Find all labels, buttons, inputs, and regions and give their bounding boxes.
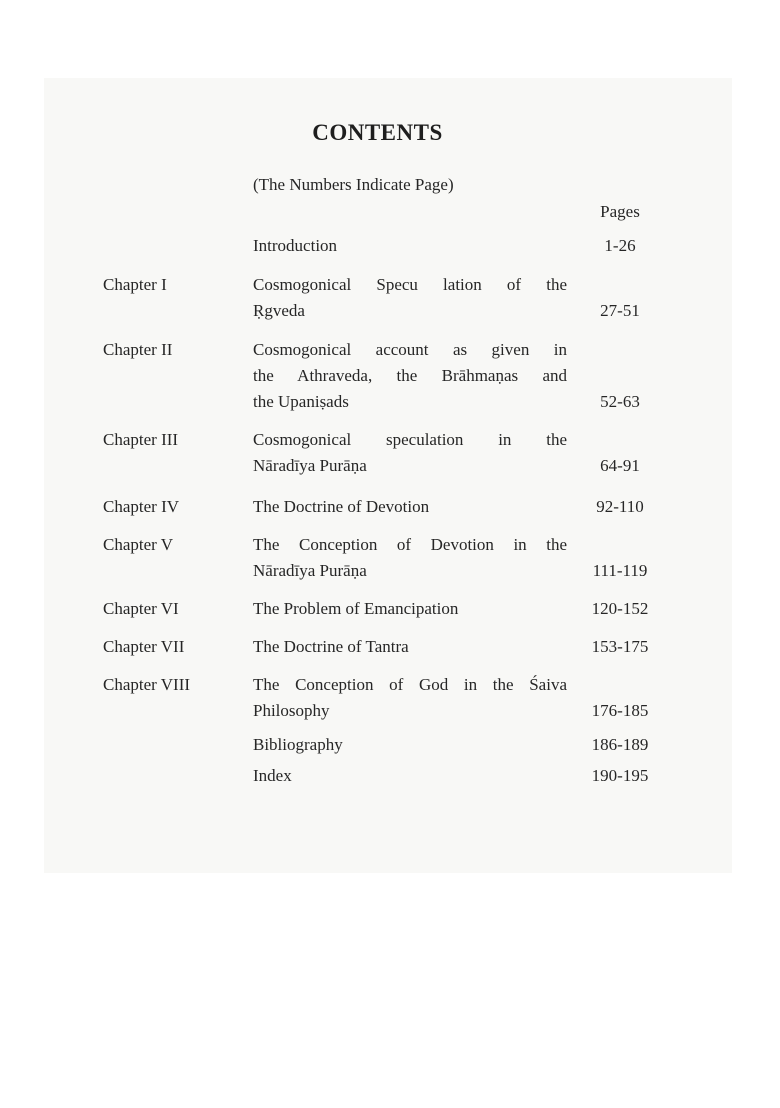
subtitle: (The Numbers Indicate Page) (253, 175, 454, 194)
chapter-label: Chapter VI (103, 599, 179, 618)
page-range: 153-175 (591, 637, 649, 656)
chapter-label: Chapter IV (103, 497, 180, 516)
entry-title (253, 337, 567, 415)
page-range: 1-26 (604, 236, 636, 255)
page-range: 120-152 (591, 599, 649, 618)
page-range: 27-51 (600, 301, 640, 320)
page-range: 176-185 (591, 701, 649, 720)
entry-title-line: the Athraveda, the Brāhmaṇas and (253, 366, 567, 385)
chapter-label: Chapter II (103, 340, 173, 359)
entry-title-line: Cosmogonical Specu lation of the (253, 275, 567, 294)
entry-title-line: The Doctrine of Devotion (253, 497, 430, 516)
chapter-label: Chapter VIII (103, 675, 191, 694)
entry-title (253, 233, 567, 259)
page-range: 92-110 (596, 497, 644, 516)
entry-title (253, 763, 567, 789)
entry-title (253, 672, 567, 724)
page-range: 111-119 (592, 561, 648, 580)
page-range: 186-189 (591, 735, 649, 754)
entry-title (253, 596, 567, 622)
entry-title-line: The Conception of God in the Śaiva (253, 675, 567, 694)
entry-title-line: Introduction (253, 236, 338, 255)
page-range: 64-91 (600, 456, 640, 475)
entry-title-line: Ṛgveda (253, 301, 305, 320)
chapter-label: Chapter V (103, 535, 174, 554)
entry-title (253, 732, 567, 758)
chapter-label: Chapter III (103, 430, 179, 449)
entry-title (253, 272, 567, 324)
entry-title (253, 494, 567, 520)
entry-title (253, 532, 567, 584)
entry-title-line: Cosmogonical speculation in the (253, 430, 567, 449)
page-title: CONTENTS (312, 120, 443, 145)
entry-title-line: The Doctrine of Tantra (253, 637, 409, 656)
entry-title-line: Philosophy (253, 701, 330, 720)
chapter-label: Chapter I (103, 275, 167, 294)
entry-title-line: Nāradīya Purāṇa (253, 561, 367, 580)
entry-title-line: The Conception of Devotion in the (253, 535, 567, 554)
entry-title-line: Index (253, 766, 292, 785)
entry-title-line: The Problem of Emancipation (253, 599, 459, 618)
entry-title-line: Nāradīya Purāṇa (253, 456, 367, 475)
entry-title (253, 634, 567, 660)
entry-title (253, 427, 567, 479)
entry-title-line: Bibliography (253, 735, 343, 754)
entry-title-line: the Upaniṣads (253, 392, 349, 411)
pages-column-header: Pages (600, 202, 640, 221)
page-range: 190-195 (591, 766, 649, 785)
entry-title-line: Cosmogonical account as given in (253, 340, 567, 359)
page-range: 52-63 (600, 392, 640, 411)
chapter-label: Chapter VII (103, 637, 185, 656)
